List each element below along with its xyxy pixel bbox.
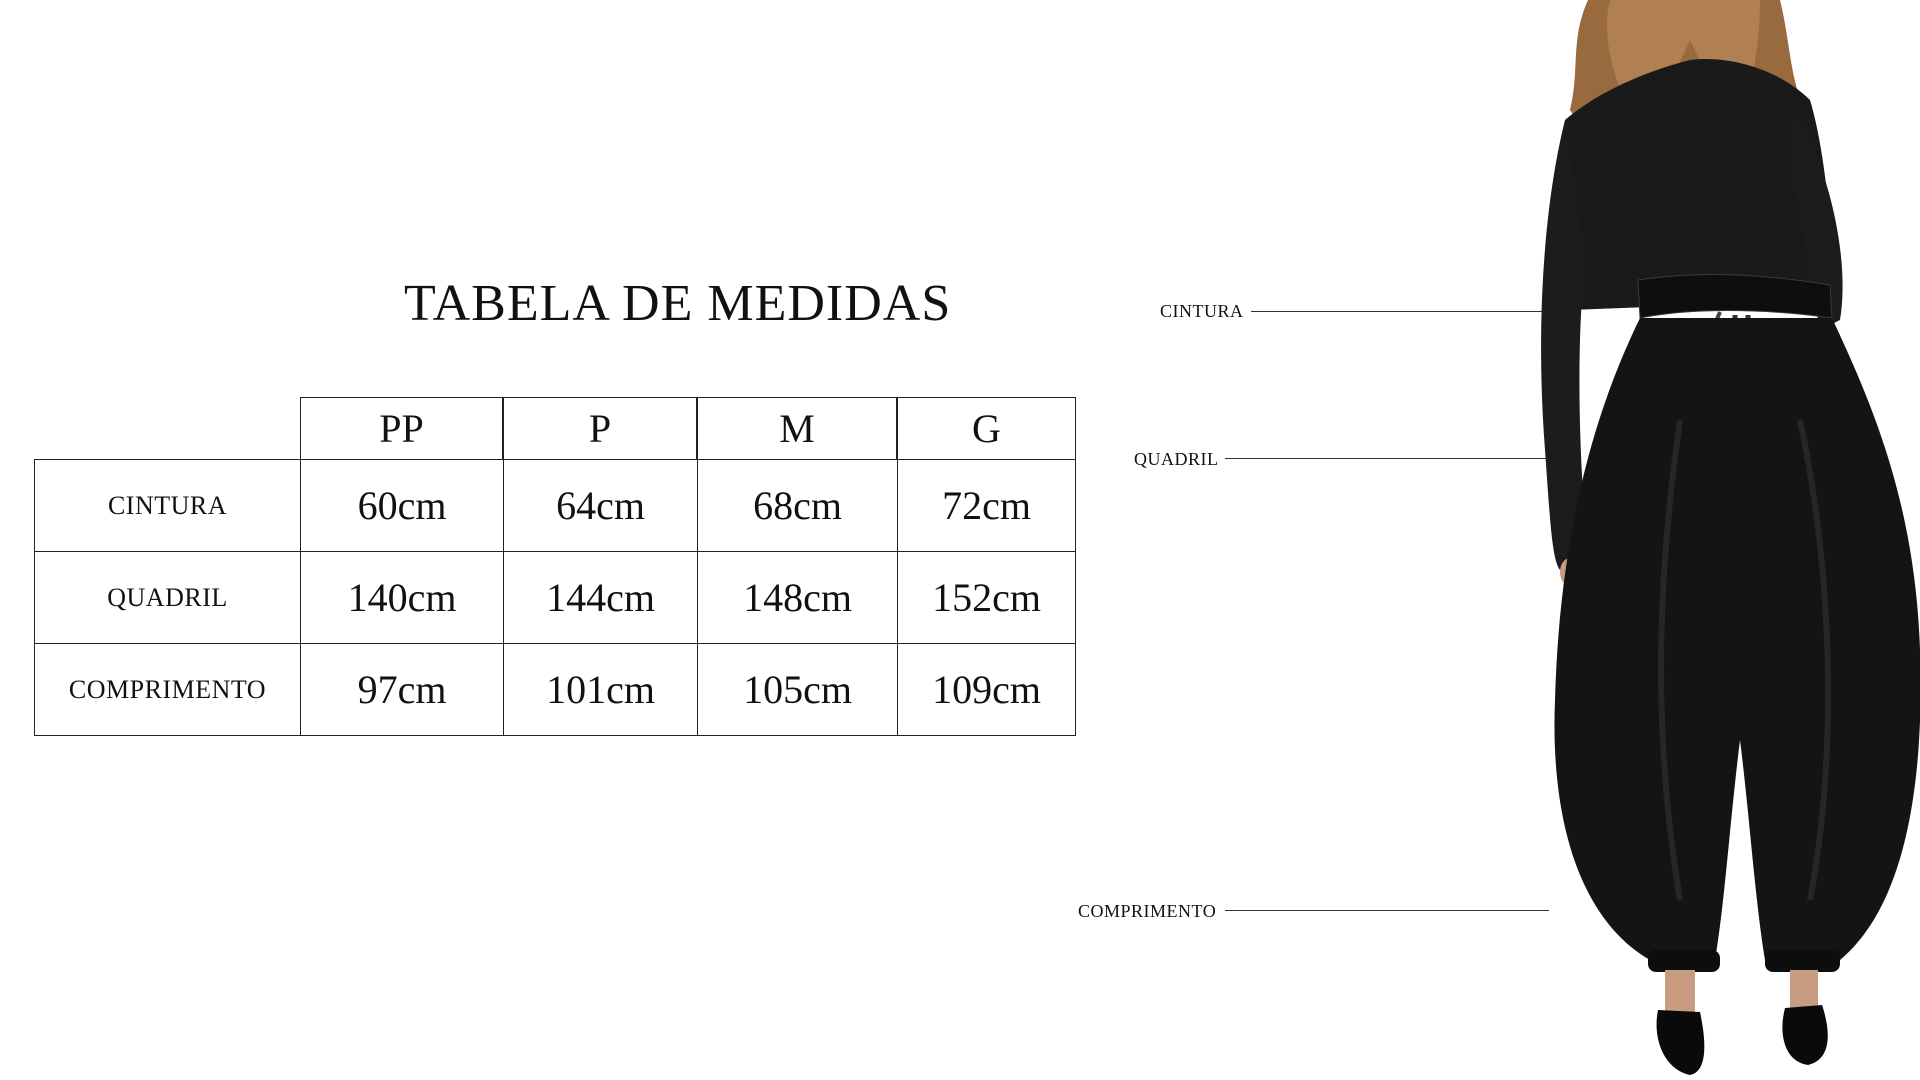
table-cell: 148cm — [697, 551, 898, 644]
size-table — [34, 397, 1076, 736]
table-cell: 68cm — [697, 459, 898, 552]
row-label-quadril: QUADRIL — [34, 551, 301, 644]
table-cell: 60cm — [300, 459, 504, 552]
guide-line-comprimento — [1225, 910, 1549, 911]
table-cell: 152cm — [897, 551, 1076, 644]
model-photo — [1540, 0, 1920, 1080]
table-cell: 72cm — [897, 459, 1076, 552]
table-cell: 140cm — [300, 551, 504, 644]
guide-label-comprimento: COMPRIMENTO — [1078, 901, 1217, 921]
size-header-g: G — [897, 397, 1076, 460]
model-wearing-black-balloon-pants-photo-icon — [1540, 0, 1920, 1080]
row-label-comprimento: COMPRIMENTO — [34, 643, 301, 736]
guide-label-cintura: CINTURA — [1160, 301, 1244, 321]
table-cell: 105cm — [697, 643, 898, 736]
table-cell: 144cm — [503, 551, 698, 644]
size-header-p: P — [503, 397, 697, 460]
page-title: TABELA DE MEDIDAS — [404, 275, 952, 332]
size-header-m: M — [697, 397, 897, 460]
table-cell: 101cm — [503, 643, 698, 736]
guide-line-quadril — [1225, 458, 1549, 459]
table-cell: 109cm — [897, 643, 1076, 736]
size-header-pp: PP — [300, 397, 503, 460]
table-cell: 64cm — [503, 459, 698, 552]
guide-label-quadril: QUADRIL — [1134, 449, 1219, 469]
guide-line-cintura — [1251, 311, 1549, 312]
table-cell: 97cm — [300, 643, 504, 736]
row-label-cintura: CINTURA — [34, 459, 301, 552]
